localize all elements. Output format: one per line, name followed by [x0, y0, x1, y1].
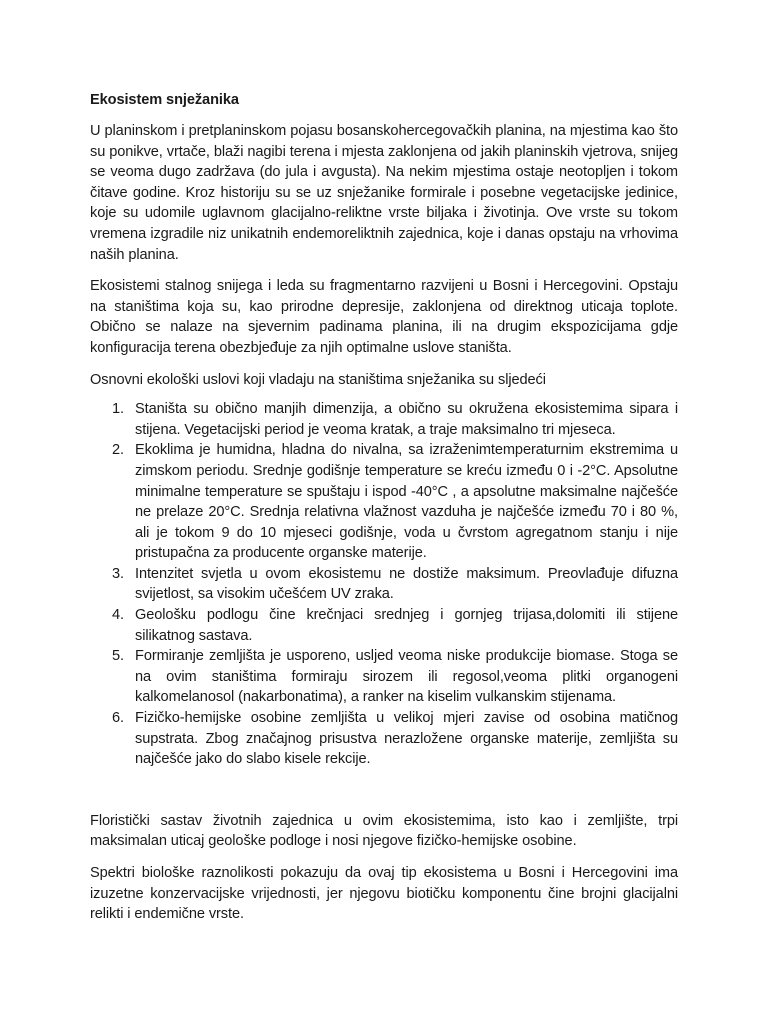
list-item-text: Intenzitet svjetla u ovom ekosistemu ne dostiže maksimum. Preovlađuje difuzna svijetlost, sa visokim učešćem UV zraka.: [135, 565, 678, 603]
list-item-text: Staništa su obično manjih dimenzija, a obično su okružena ekosistemima sipara i stijena. Vegetacijski period je veoma kratak, a traje maksimalno tri mjeseca.: [135, 401, 678, 438]
list-item-text: Fizičko-hemijske osobine zemljišta u velikoj mjeri zavise od osobina matičnog supstrata. Zbog značajnog prisustva nerazložene organske materije, zemljišta su najčešće jako do slabo kisele rekcije.: [135, 710, 678, 768]
paragraph-closing-1: Floristički sastav životnih zajednica u ovim ekosistemima, isto kao i zemljište, trpi maksimalan uticaj geološke podloge i nosi njegove fizičko-hemijske osobine.: [90, 812, 678, 850]
list-item-text: Ekoklima je humidna, hladna do nivalna, sa izraženimtemperaturnim ekstremima u zimskom periodu. Srednje godišnje temperature se kreću između 0 i -2°C. Apsolutne minimalne temperature se spuštaju i ispod -40°C , a apsolutne maksimalne najčešće ne prelaze 20°C. Srednja relativna vlažnost vazduha je najčešće između 70 i 80 %, ali je tokom 9 do 10 mjeseci godišnje, voda u čvrstom agregatnom stanju i nije pristupačna za producente organske materije.: [135, 442, 678, 562]
list-item-number: 4.: [112, 607, 124, 624]
document-page: [90, 90, 678, 936]
list-intro: Osnovni ekološki uslovi koji vladaju na staništima snježanika su sljedeći: [90, 371, 546, 388]
paragraph-closing-2: Spektri biološke raznolikosti pokazuju da ovaj tip ekosistema u Bosni i Hercegovini ima izuzetne konzervacijske vrijednosti, jer njegovu biotičku komponentu čine brojni glacijalni relikti i endemične vrste.: [90, 865, 678, 923]
list-item-number: 5.: [112, 648, 124, 665]
list-item-number: 6.: [112, 710, 124, 727]
list-item-number: 3.: [112, 565, 124, 582]
list-item: [90, 399, 678, 440]
list-item-number: 1.: [112, 401, 124, 418]
spacer: [90, 770, 678, 811]
conditions-list: [90, 399, 678, 770]
list-item: [90, 708, 678, 770]
document-title: Ekosistem snježanika: [90, 92, 239, 108]
list-item: [90, 605, 678, 646]
list-item-text: Geološku podlogu čine krečnjaci srednjeg i gornjeg trijasa,dolomiti ili stijene silikatnog sastava.: [135, 607, 678, 644]
list-item-text: Formiranje zemljišta je usporeno, usljed veoma niske produkcije biomase. Stoga se na ovim staništima formiraju sirozem ili regosol,veoma plitki organogeni kalkomelanosol (nakarbonatima), a ranker na kiselim vulkanskim stijenama.: [135, 648, 678, 706]
list-item: [90, 564, 678, 605]
list-item-number: 2.: [112, 442, 124, 459]
list-item: [90, 440, 678, 564]
paragraph-intro-2: Ekosistemi stalnog snijega i leda su fragmentarno razvijeni u Bosni i Hercegovini. Opstaju na staništima koja su, kao prirodne depresije, zaklonjena od direktnog uticaja toplote. Obično se nalaze na sjevernim padinama planina, ili na drugim ekspozicijama gdje konfiguracija terena obezbjeđuje za njih optimalne uslove staništa.: [90, 278, 678, 356]
paragraph-intro-1: U planinskom i pretplaninskom pojasu bosanskohercegovačkih planina, na mjestima kao što su ponikve, vrtače, blaži nagibi terena i mjesta zaklonjena od jakih planinskih vjetrova, snijeg se veoma dugo zadržava (do jula i avgusta). Na nekim mjestima ostaje neotopljen i tokom čitave godine. Kroz historiju su se uz snježanike formirale i posebne vegetacijske jedinice, koje su udomile uglavnom glacijalno-reliktne vrste biljaka i životinja. Ove vrste su tokom vremena izgradile niz unikatnih endemoreliktnih zajednica, koje i danas opstaju na vrhovima naših planina.: [90, 123, 678, 263]
list-item: [90, 646, 678, 708]
